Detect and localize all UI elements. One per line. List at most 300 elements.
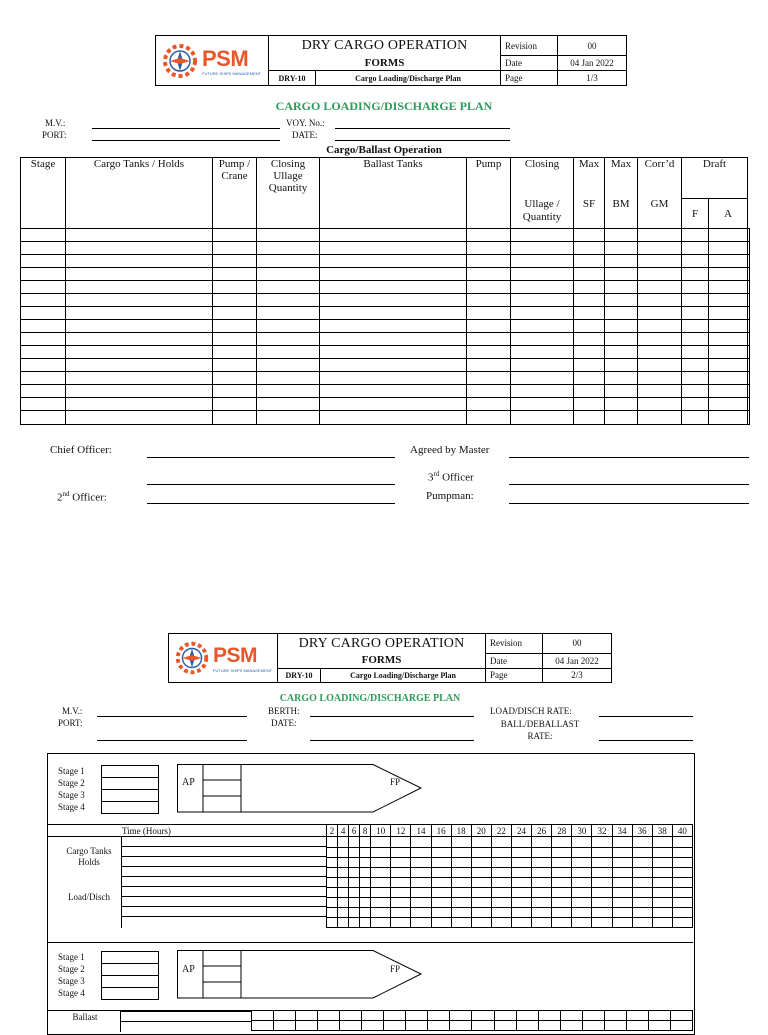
grid-cell[interactable] xyxy=(532,867,552,877)
grid-cell[interactable] xyxy=(572,897,592,907)
table-cell[interactable] xyxy=(605,255,638,268)
table-cell[interactable] xyxy=(320,281,467,294)
chief-officer-field[interactable] xyxy=(147,457,395,458)
table-cell[interactable] xyxy=(213,268,257,281)
grid-cell[interactable] xyxy=(672,857,692,867)
table-cell[interactable] xyxy=(574,411,605,425)
table-cell[interactable] xyxy=(21,229,66,242)
grid-cell[interactable] xyxy=(327,907,338,917)
grid-cell[interactable] xyxy=(338,917,349,927)
table-cell[interactable] xyxy=(682,268,709,281)
grid-cell[interactable] xyxy=(318,1011,340,1021)
grid-cell[interactable] xyxy=(471,877,491,887)
grid-cell[interactable] xyxy=(406,1021,428,1031)
table-cell[interactable] xyxy=(21,372,66,385)
table-cell[interactable] xyxy=(511,307,574,320)
grid-cell[interactable] xyxy=(532,857,552,867)
table-cell[interactable] xyxy=(21,411,66,425)
table-cell[interactable] xyxy=(257,385,320,398)
grid-cell[interactable] xyxy=(532,917,552,927)
grid-cell[interactable] xyxy=(428,1011,450,1021)
table-cell[interactable] xyxy=(320,255,467,268)
grid-cell[interactable] xyxy=(391,847,411,857)
table-cell[interactable] xyxy=(213,255,257,268)
table-cell[interactable] xyxy=(709,385,748,398)
table-cell[interactable] xyxy=(511,294,574,307)
table-cell[interactable] xyxy=(511,346,574,359)
table-cell[interactable] xyxy=(21,255,66,268)
table-cell[interactable] xyxy=(605,281,638,294)
grid-cell[interactable] xyxy=(451,837,471,848)
table-cell[interactable] xyxy=(320,372,467,385)
table-cell[interactable] xyxy=(682,411,709,425)
grid-cell[interactable] xyxy=(411,857,431,867)
table-cell[interactable] xyxy=(511,255,574,268)
grid-cell[interactable] xyxy=(572,877,592,887)
table-cell[interactable] xyxy=(574,385,605,398)
table-cell[interactable] xyxy=(638,398,682,411)
grid-cell[interactable] xyxy=(491,857,511,867)
table-cell[interactable] xyxy=(638,359,682,372)
table-cell[interactable] xyxy=(574,320,605,333)
berth-field[interactable] xyxy=(310,716,474,717)
grid-cell[interactable] xyxy=(511,857,531,867)
grid-cell[interactable] xyxy=(612,837,632,848)
grid-cell[interactable] xyxy=(532,837,552,848)
grid-cell[interactable] xyxy=(672,847,692,857)
grid-cell[interactable] xyxy=(451,907,471,917)
table-cell[interactable] xyxy=(605,294,638,307)
grid-cell[interactable] xyxy=(491,917,511,927)
grid-cell[interactable] xyxy=(349,877,360,887)
grid-cell[interactable] xyxy=(360,847,371,857)
table-cell[interactable] xyxy=(605,268,638,281)
table-cell[interactable] xyxy=(574,359,605,372)
table-cell[interactable] xyxy=(748,385,750,398)
grid-cell[interactable] xyxy=(327,887,338,897)
table-cell[interactable] xyxy=(467,242,511,255)
grid-cell[interactable] xyxy=(406,1011,428,1021)
table-cell[interactable] xyxy=(709,346,748,359)
grid-cell[interactable] xyxy=(652,867,672,877)
table-cell[interactable] xyxy=(257,229,320,242)
grid-cell[interactable] xyxy=(451,857,471,867)
grid-cell[interactable] xyxy=(338,837,349,848)
table-cell[interactable] xyxy=(709,242,748,255)
grid-cell[interactable] xyxy=(451,847,471,857)
table-cell[interactable] xyxy=(709,294,748,307)
grid-cell[interactable] xyxy=(626,1021,648,1031)
table-cell[interactable] xyxy=(467,294,511,307)
table-cell[interactable] xyxy=(257,359,320,372)
grid-cell[interactable] xyxy=(672,867,692,877)
table-cell[interactable] xyxy=(66,411,213,425)
grid-cell[interactable] xyxy=(572,847,592,857)
grid-cell[interactable] xyxy=(672,837,692,848)
table-cell[interactable] xyxy=(467,346,511,359)
grid-cell[interactable] xyxy=(648,1011,670,1021)
grid-cell[interactable] xyxy=(604,1011,626,1021)
grid-cell[interactable] xyxy=(511,877,531,887)
grid-cell[interactable] xyxy=(349,867,360,877)
table-cell[interactable] xyxy=(257,307,320,320)
grid-cell[interactable] xyxy=(391,907,411,917)
grid-cell[interactable] xyxy=(632,887,652,897)
grid-cell[interactable] xyxy=(391,857,411,867)
table-cell[interactable] xyxy=(511,229,574,242)
table-cell[interactable] xyxy=(682,281,709,294)
table-cell[interactable] xyxy=(605,372,638,385)
grid-cell[interactable] xyxy=(349,907,360,917)
table-cell[interactable] xyxy=(511,242,574,255)
table-cell[interactable] xyxy=(21,307,66,320)
grid-cell[interactable] xyxy=(371,897,391,907)
mv-field[interactable] xyxy=(92,128,280,129)
table-cell[interactable] xyxy=(467,320,511,333)
date-field-2[interactable] xyxy=(310,740,474,741)
grid-cell[interactable] xyxy=(327,847,338,857)
grid-cell[interactable] xyxy=(672,877,692,887)
grid-cell[interactable] xyxy=(471,857,491,867)
table-cell[interactable] xyxy=(467,255,511,268)
grid-cell[interactable] xyxy=(431,907,451,917)
table-cell[interactable] xyxy=(213,229,257,242)
third-officer-field[interactable] xyxy=(509,484,749,485)
grid-cell[interactable] xyxy=(592,917,612,927)
grid-cell[interactable] xyxy=(560,1021,582,1031)
grid-cell[interactable] xyxy=(338,847,349,857)
table-cell[interactable] xyxy=(605,411,638,425)
grid-cell[interactable] xyxy=(371,887,391,897)
table-cell[interactable] xyxy=(320,333,467,346)
grid-cell[interactable] xyxy=(360,917,371,927)
stage-box[interactable] xyxy=(102,778,159,790)
grid-cell[interactable] xyxy=(411,897,431,907)
grid-cell[interactable] xyxy=(472,1021,494,1031)
grid-cell[interactable] xyxy=(670,1011,692,1021)
table-cell[interactable] xyxy=(682,359,709,372)
table-cell[interactable] xyxy=(21,242,66,255)
grid-cell[interactable] xyxy=(560,1011,582,1021)
table-cell[interactable] xyxy=(467,372,511,385)
table-cell[interactable] xyxy=(257,398,320,411)
table-cell[interactable] xyxy=(682,320,709,333)
table-cell[interactable] xyxy=(66,398,213,411)
grid-cell[interactable] xyxy=(632,867,652,877)
table-cell[interactable] xyxy=(213,307,257,320)
grid-cell[interactable] xyxy=(274,1021,296,1031)
table-cell[interactable] xyxy=(638,294,682,307)
table-cell[interactable] xyxy=(748,294,750,307)
grid-cell[interactable] xyxy=(338,867,349,877)
grid-cell[interactable] xyxy=(592,867,612,877)
table-cell[interactable] xyxy=(320,411,467,425)
table-cell[interactable] xyxy=(709,359,748,372)
grid-cell[interactable] xyxy=(431,917,451,927)
table-cell[interactable] xyxy=(511,268,574,281)
table-cell[interactable] xyxy=(213,359,257,372)
table-cell[interactable] xyxy=(320,307,467,320)
grid-cell[interactable] xyxy=(612,857,632,867)
grid-cell[interactable] xyxy=(371,867,391,877)
grid-cell[interactable] xyxy=(592,857,612,867)
table-cell[interactable] xyxy=(748,242,750,255)
grid-cell[interactable] xyxy=(572,837,592,848)
grid-cell[interactable] xyxy=(431,857,451,867)
grid-cell[interactable] xyxy=(552,887,572,897)
table-cell[interactable] xyxy=(574,229,605,242)
master-field[interactable] xyxy=(509,457,749,458)
table-cell[interactable] xyxy=(682,229,709,242)
grid-cell[interactable] xyxy=(411,837,431,848)
grid-cell[interactable] xyxy=(338,857,349,867)
table-cell[interactable] xyxy=(257,333,320,346)
grid-cell[interactable] xyxy=(532,887,552,897)
grid-cell[interactable] xyxy=(411,907,431,917)
table-cell[interactable] xyxy=(748,411,750,425)
table-cell[interactable] xyxy=(709,398,748,411)
table-cell[interactable] xyxy=(66,320,213,333)
grid-cell[interactable] xyxy=(538,1021,560,1031)
table-cell[interactable] xyxy=(257,346,320,359)
port-field-2[interactable] xyxy=(97,740,247,741)
grid-cell[interactable] xyxy=(648,1021,670,1031)
table-cell[interactable] xyxy=(213,242,257,255)
grid-cell[interactable] xyxy=(471,917,491,927)
grid-cell[interactable] xyxy=(411,867,431,877)
grid-cell[interactable] xyxy=(612,897,632,907)
extra-officer-field[interactable] xyxy=(147,484,395,485)
table-cell[interactable] xyxy=(213,385,257,398)
grid-cell[interactable] xyxy=(652,917,672,927)
grid-cell[interactable] xyxy=(296,1011,318,1021)
table-cell[interactable] xyxy=(682,372,709,385)
table-cell[interactable] xyxy=(638,346,682,359)
grid-cell[interactable] xyxy=(411,917,431,927)
table-cell[interactable] xyxy=(257,268,320,281)
table-cell[interactable] xyxy=(605,242,638,255)
grid-cell[interactable] xyxy=(652,877,672,887)
grid-cell[interactable] xyxy=(318,1021,340,1031)
table-cell[interactable] xyxy=(709,320,748,333)
grid-cell[interactable] xyxy=(672,897,692,907)
table-cell[interactable] xyxy=(320,346,467,359)
table-cell[interactable] xyxy=(748,281,750,294)
grid-cell[interactable] xyxy=(327,867,338,877)
table-cell[interactable] xyxy=(574,242,605,255)
table-cell[interactable] xyxy=(682,398,709,411)
grid-cell[interactable] xyxy=(632,907,652,917)
grid-cell[interactable] xyxy=(582,1011,604,1021)
grid-cell[interactable] xyxy=(552,877,572,887)
grid-cell[interactable] xyxy=(349,857,360,867)
table-cell[interactable] xyxy=(320,294,467,307)
stage-box[interactable] xyxy=(102,790,159,802)
grid-cell[interactable] xyxy=(431,837,451,848)
voy-field[interactable] xyxy=(335,128,510,129)
table-cell[interactable] xyxy=(257,372,320,385)
grid-cell[interactable] xyxy=(652,897,672,907)
grid-cell[interactable] xyxy=(612,917,632,927)
table-cell[interactable] xyxy=(21,294,66,307)
grid-cell[interactable] xyxy=(592,877,612,887)
table-cell[interactable] xyxy=(709,372,748,385)
table-cell[interactable] xyxy=(66,372,213,385)
table-cell[interactable] xyxy=(682,346,709,359)
table-cell[interactable] xyxy=(257,281,320,294)
table-cell[interactable] xyxy=(682,255,709,268)
grid-cell[interactable] xyxy=(431,867,451,877)
table-cell[interactable] xyxy=(748,268,750,281)
table-cell[interactable] xyxy=(638,307,682,320)
table-cell[interactable] xyxy=(709,333,748,346)
date-field[interactable] xyxy=(335,140,510,141)
grid-cell[interactable] xyxy=(552,837,572,848)
grid-cell[interactable] xyxy=(552,857,572,867)
grid-cell[interactable] xyxy=(471,837,491,848)
table-cell[interactable] xyxy=(638,242,682,255)
table-cell[interactable] xyxy=(66,229,213,242)
stage-box[interactable] xyxy=(102,766,159,778)
table-cell[interactable] xyxy=(511,320,574,333)
grid-cell[interactable] xyxy=(552,917,572,927)
grid-cell[interactable] xyxy=(652,847,672,857)
stage-box[interactable] xyxy=(102,802,159,814)
grid-cell[interactable] xyxy=(592,897,612,907)
table-cell[interactable] xyxy=(682,294,709,307)
grid-cell[interactable] xyxy=(511,847,531,857)
grid-cell[interactable] xyxy=(252,1011,274,1021)
grid-cell[interactable] xyxy=(431,847,451,857)
table-cell[interactable] xyxy=(21,398,66,411)
grid-cell[interactable] xyxy=(450,1021,472,1031)
grid-cell[interactable] xyxy=(431,877,451,887)
grid-cell[interactable] xyxy=(572,907,592,917)
grid-cell[interactable] xyxy=(491,837,511,848)
ball-rate-field[interactable] xyxy=(599,740,693,741)
table-cell[interactable] xyxy=(748,229,750,242)
table-cell[interactable] xyxy=(66,255,213,268)
table-cell[interactable] xyxy=(66,359,213,372)
table-cell[interactable] xyxy=(709,281,748,294)
table-cell[interactable] xyxy=(467,268,511,281)
table-cell[interactable] xyxy=(66,333,213,346)
table-cell[interactable] xyxy=(21,333,66,346)
table-cell[interactable] xyxy=(21,346,66,359)
table-cell[interactable] xyxy=(213,372,257,385)
grid-cell[interactable] xyxy=(471,897,491,907)
table-cell[interactable] xyxy=(213,333,257,346)
grid-cell[interactable] xyxy=(391,837,411,848)
grid-cell[interactable] xyxy=(592,907,612,917)
grid-cell[interactable] xyxy=(516,1011,538,1021)
grid-cell[interactable] xyxy=(491,877,511,887)
table-cell[interactable] xyxy=(748,255,750,268)
grid-cell[interactable] xyxy=(362,1021,384,1031)
grid-cell[interactable] xyxy=(612,847,632,857)
grid-cell[interactable] xyxy=(471,887,491,897)
grid-cell[interactable] xyxy=(327,877,338,887)
grid-cell[interactable] xyxy=(572,867,592,877)
grid-cell[interactable] xyxy=(391,897,411,907)
table-cell[interactable] xyxy=(320,385,467,398)
table-cell[interactable] xyxy=(511,372,574,385)
grid-cell[interactable] xyxy=(451,917,471,927)
grid-cell[interactable] xyxy=(252,1021,274,1031)
table-cell[interactable] xyxy=(682,333,709,346)
table-cell[interactable] xyxy=(574,333,605,346)
table-cell[interactable] xyxy=(605,359,638,372)
grid-cell[interactable] xyxy=(274,1011,296,1021)
table-cell[interactable] xyxy=(748,359,750,372)
grid-cell[interactable] xyxy=(360,857,371,867)
table-cell[interactable] xyxy=(257,255,320,268)
grid-cell[interactable] xyxy=(511,867,531,877)
grid-cell[interactable] xyxy=(471,847,491,857)
table-cell[interactable] xyxy=(467,385,511,398)
table-cell[interactable] xyxy=(605,333,638,346)
table-cell[interactable] xyxy=(66,268,213,281)
grid-cell[interactable] xyxy=(431,897,451,907)
grid-cell[interactable] xyxy=(340,1021,362,1031)
table-cell[interactable] xyxy=(320,398,467,411)
table-cell[interactable] xyxy=(511,398,574,411)
grid-cell[interactable] xyxy=(592,847,612,857)
grid-cell[interactable] xyxy=(491,887,511,897)
grid-cell[interactable] xyxy=(349,887,360,897)
grid-cell[interactable] xyxy=(451,897,471,907)
table-cell[interactable] xyxy=(66,307,213,320)
table-cell[interactable] xyxy=(467,411,511,425)
stage-box[interactable] xyxy=(102,964,159,976)
load-rate-field[interactable] xyxy=(599,716,693,717)
pumpman-field[interactable] xyxy=(509,503,749,504)
stage-box[interactable] xyxy=(102,988,159,1000)
table-cell[interactable] xyxy=(320,320,467,333)
table-cell[interactable] xyxy=(511,411,574,425)
grid-cell[interactable] xyxy=(491,907,511,917)
table-cell[interactable] xyxy=(511,359,574,372)
table-cell[interactable] xyxy=(605,385,638,398)
grid-cell[interactable] xyxy=(349,837,360,848)
table-cell[interactable] xyxy=(605,229,638,242)
table-cell[interactable] xyxy=(257,320,320,333)
table-cell[interactable] xyxy=(605,398,638,411)
table-cell[interactable] xyxy=(638,268,682,281)
table-cell[interactable] xyxy=(213,281,257,294)
grid-cell[interactable] xyxy=(626,1011,648,1021)
table-cell[interactable] xyxy=(638,281,682,294)
grid-cell[interactable] xyxy=(371,917,391,927)
grid-cell[interactable] xyxy=(450,1011,472,1021)
table-cell[interactable] xyxy=(748,333,750,346)
grid-cell[interactable] xyxy=(451,867,471,877)
grid-cell[interactable] xyxy=(391,877,411,887)
table-cell[interactable] xyxy=(682,307,709,320)
grid-cell[interactable] xyxy=(604,1021,626,1031)
table-cell[interactable] xyxy=(511,333,574,346)
grid-cell[interactable] xyxy=(327,837,338,848)
tank-subcell[interactable] xyxy=(121,916,326,928)
grid-cell[interactable] xyxy=(391,887,411,897)
grid-cell[interactable] xyxy=(371,847,391,857)
table-cell[interactable] xyxy=(574,255,605,268)
table-cell[interactable] xyxy=(66,385,213,398)
table-cell[interactable] xyxy=(467,307,511,320)
table-cell[interactable] xyxy=(682,242,709,255)
grid-cell[interactable] xyxy=(384,1021,406,1031)
table-cell[interactable] xyxy=(638,255,682,268)
